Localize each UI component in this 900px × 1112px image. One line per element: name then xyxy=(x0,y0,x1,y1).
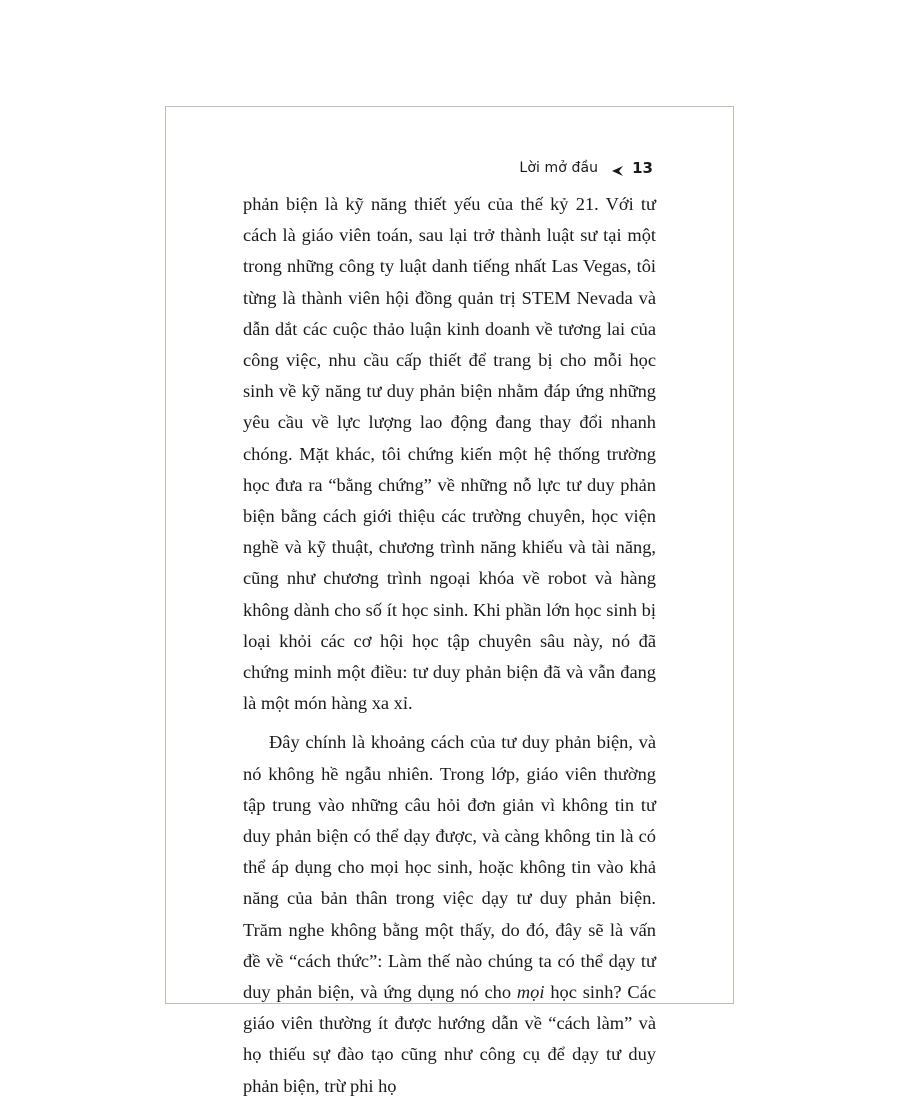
paragraph-1: phản biện là kỹ năng thiết yếu của thế kỷ 21. Với tư cách là giáo viên toán, sau lại trở thành luật sư tại một trong những công ty luật danh tiếng nhất Las Vegas, tôi từng là thành viên hội đồng quản trị STEM Nevada và dẫn dắt các cuộc thảo luận kinh doanh về tương lai của công việc, nhu cầu cấp thiết để trang bị cho mỗi học sinh về kỹ năng tư duy phản biện nhằm đáp ứng những yêu cầu về lực lượng lao động đang thay đổi nhanh chóng. Mặt khác, tôi chứng kiến một hệ thống trường học đưa ra “bằng chứng” về những nỗ lực tư duy phản biện bằng cách giới thiệu các trường chuyên, học viện nghề và kỹ thuật, chương trình năng khiếu và tài năng, cũng như chương trình ngoại khóa về robot và hàng không dành cho số ít học sinh. Khi phần lớn học sinh bị loại khỏi các cơ hội học tập chuyên sâu này, nó đã chứng minh một điều: tư duy phản biện đã và vẫn đang là một món hàng xa xỉ. xyxy=(243,194,656,714)
emphasis-text: mọi xyxy=(516,982,545,1003)
book-page xyxy=(165,106,734,1096)
body-text xyxy=(243,189,656,1102)
left-arrow-icon xyxy=(610,162,624,174)
page-number: 13 xyxy=(632,159,653,177)
paragraph-2-part-b: học sinh? Các giáo viên thường ít được hướng dẫn về “cách làm” và họ thiếu sự đào tạo cũng như công cụ để dạy tư duy phản biện, trừ phi họ xyxy=(243,982,656,1096)
chapter-title: Lời mở đầu xyxy=(519,160,599,176)
paragraph-2 xyxy=(243,727,656,1101)
running-header xyxy=(519,159,653,177)
paragraph-2-part-a: Đây chính là khoảng cách của tư duy phản biện, và nó không hề ngẫu nhiên. Trong lớp, giáo viên thường tập trung vào những câu hỏi đơn giản vì không tin tư duy phản biện có thể dạy được, và càng không tin là có thể áp dụng cho mọi học sinh, hoặc không tin vào khả năng của bản thân trong việc dạy tư duy phản biện. Trăm nghe không bằng một thấy, do đó, đây sẽ là vấn đề về “cách thức”: Làm thế nào chúng ta có thể dạy tư duy phản biện, và ứng dụng nó cho xyxy=(243,732,656,1003)
